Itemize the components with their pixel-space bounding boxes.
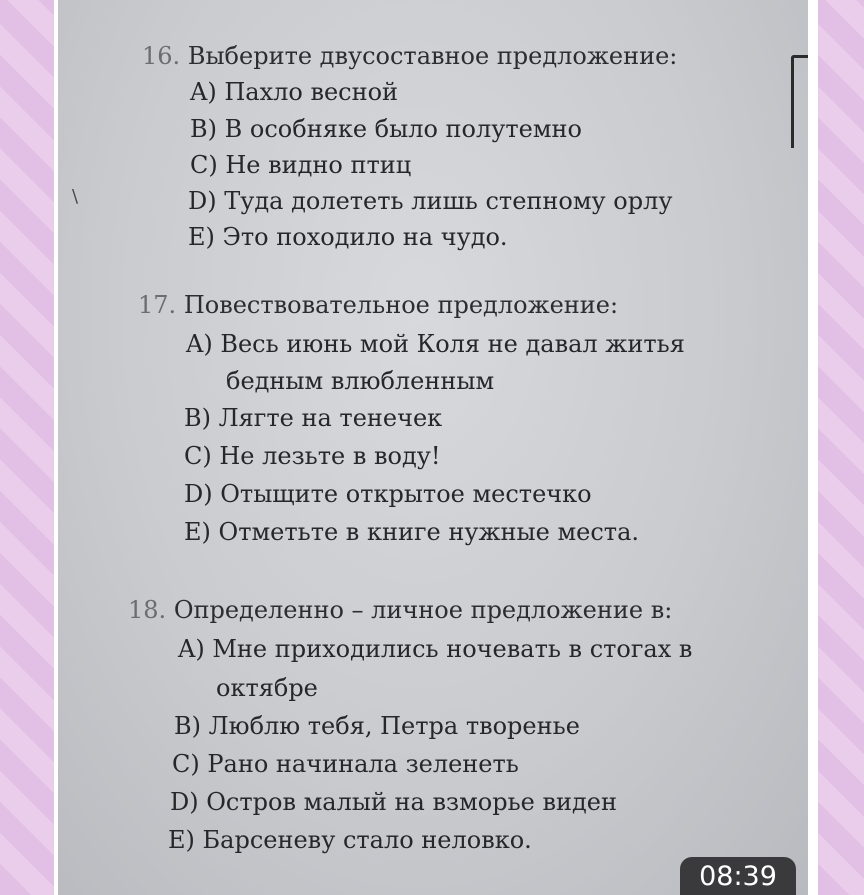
question-16-prompt [142, 42, 677, 70]
pen-mark: \ [72, 186, 79, 207]
video-timestamp-badge: 08:39 [680, 857, 796, 895]
question-number: 16. [142, 42, 181, 70]
option-18-d: D) Остров малый на взморье виден [170, 788, 617, 816]
option-17-a-continuation: бедным влюбленным [226, 367, 495, 395]
option-18-c: C) Рано начинала зеленеть [172, 750, 519, 778]
option-17-a: A) Весь июнь мой Коля не давал житья [186, 330, 685, 358]
option-16-a: A) Пахло весной [190, 78, 399, 106]
background-pattern-left [0, 0, 54, 895]
question-number: 17. [138, 291, 177, 319]
option-17-e: E) Отметьте в книге нужные места. [184, 518, 639, 546]
question-text: Повествовательное предложение: [183, 291, 619, 319]
option-16-d: D) Туда долететь лишь степному орлу [188, 187, 673, 215]
question-number: 18. [128, 596, 167, 624]
background-pattern-right [818, 0, 864, 895]
option-17-b: B) Лягте на тенечек [184, 404, 443, 432]
question-18-prompt [128, 596, 672, 624]
option-18-a-continuation: октябре [216, 674, 318, 702]
option-18-b: B) Люблю тебя, Петра творенье [174, 712, 580, 740]
question-17-prompt [138, 291, 618, 319]
option-18-a: A) Мне приходились ночевать в стогах в [178, 635, 693, 663]
question-text: Выберите двусоставное предложение: [187, 42, 678, 70]
image-frame [54, 0, 818, 895]
option-16-e: E) Это походило на чудо. [188, 223, 508, 251]
option-16-b: B) В особняке было полутемно [190, 115, 582, 143]
option-17-c: C) Не лезьте в воду! [184, 442, 441, 470]
photo-test-page[interactable] [58, 0, 808, 895]
paper-edge [791, 55, 808, 148]
question-text: Определенно – личное предложение в: [173, 596, 673, 624]
option-17-d: D) Отыщите открытое местечко [184, 480, 592, 508]
option-18-e: E) Барсеневу стало неловко. [168, 826, 532, 854]
option-16-c: C) Не видно птиц [190, 151, 412, 179]
